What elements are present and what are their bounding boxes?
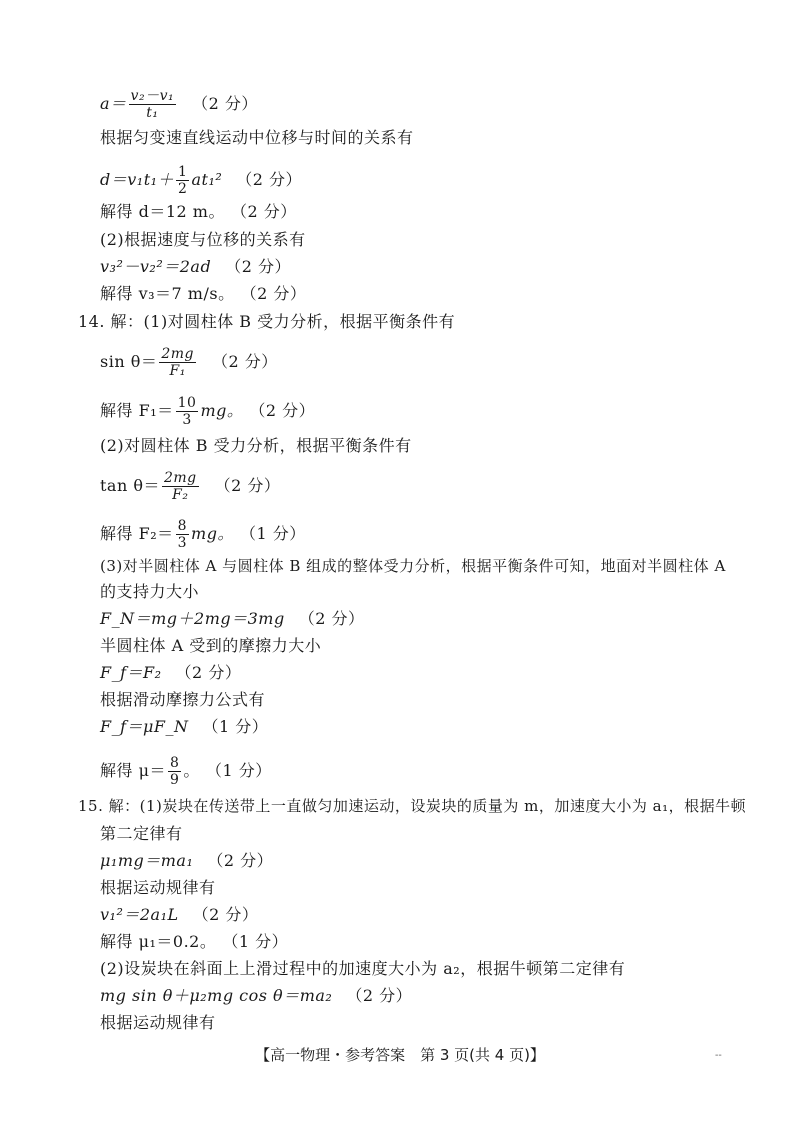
fraction-numerator: 8 [177, 518, 188, 534]
fraction-denominator: t₁ [146, 105, 159, 121]
question-15-heading: 15. 解：(1)炭块在传送带上一直做匀加速运动，设炭块的质量为 m，加速度大小为 a₁，根据牛顿 [78, 797, 747, 815]
fraction [168, 755, 181, 788]
fraction-numerator: 2mg [161, 346, 195, 362]
formula-line [100, 717, 268, 737]
formula-text: 解得 μ＝ [100, 761, 166, 780]
fraction-denominator: 3 [177, 535, 188, 551]
formula-line [100, 257, 291, 277]
fraction [159, 346, 196, 379]
score-mark: （2 分） [298, 609, 365, 628]
formula-text: sin θ＝ [100, 352, 158, 371]
formula-text: tan θ＝ [100, 476, 160, 495]
fraction [162, 470, 199, 503]
text-line: 第二定律有 [100, 824, 183, 843]
fraction [176, 164, 189, 197]
score-mark: （1 分） [202, 717, 269, 736]
score-mark: （1 分） [247, 524, 306, 543]
page-footer: 【高一物理・参考答案 第 3 页(共 4 页)】 [255, 1046, 545, 1064]
text-line: 根据匀变速直线运动中位移与时间的关系有 [100, 128, 414, 147]
fraction-numerator: 8 [170, 755, 180, 771]
text-line: (2)根据速度与位移的关系有 [100, 230, 306, 249]
text-line: (2)对圆柱体 B 受力分析，根据平衡条件有 [100, 436, 412, 455]
formula-text: mg。 [191, 524, 234, 543]
formula-text: μ₁mg＝ma₁ [100, 851, 194, 870]
fraction [129, 88, 177, 121]
score-mark: （2 分） [175, 663, 242, 682]
formula-tan [100, 470, 280, 503]
text-line: (3)对半圆柱体 A 与圆柱体 B 组成的整体受力分析，根据平衡条件可知，地面对半圆柱体 A [100, 557, 726, 575]
score-mark: （1 分） [213, 761, 272, 780]
score-mark: （2 分） [236, 170, 303, 189]
result-f1 [100, 395, 315, 428]
text-line: 半圆柱体 A 受到的摩擦力大小 [100, 636, 322, 655]
formula-line [100, 609, 365, 629]
result-line [100, 284, 306, 304]
formula-line [100, 905, 258, 925]
formula-line [100, 986, 412, 1006]
formula-text: d＝v₁t₁＋ [100, 170, 175, 189]
score-mark: （1 分） [230, 932, 289, 951]
result-text: 解得 v₃＝7 m/s。 [100, 284, 235, 303]
formula-text: F_f＝μF_N [100, 717, 189, 736]
result-text: 解得 μ₁＝0.2。 [100, 932, 217, 951]
formula-acceleration [100, 88, 258, 121]
formula-text: at₁² [191, 170, 223, 189]
formula-line [100, 851, 273, 871]
text-line: 根据滑动摩擦力公式有 [100, 690, 266, 709]
fraction-denominator: 9 [170, 772, 180, 788]
score-mark: （2 分） [225, 257, 291, 276]
fraction-numerator: 10 [177, 395, 197, 411]
formula-text: v₃²－v₂²＝2ad [100, 257, 212, 276]
formula-text: mg。 [200, 401, 244, 420]
formula-text: a＝ [100, 94, 127, 113]
formula-text: F_f＝F₂ [100, 663, 162, 682]
text-line: 根据运动规律有 [100, 878, 216, 897]
fraction-denominator: F₁ [169, 363, 186, 379]
formula-text: F_N＝mg＋2mg＝3mg [100, 609, 285, 628]
formula-line [100, 663, 241, 683]
footer-mark: -- [715, 1050, 722, 1061]
score-mark: （2 分） [248, 284, 307, 303]
score-mark: （2 分） [238, 202, 297, 221]
score-mark: （2 分） [192, 905, 259, 924]
result-text: 解得 d＝12 m。 [100, 202, 225, 221]
result-f2 [100, 518, 306, 551]
result-mu [100, 755, 272, 788]
result-line [100, 932, 288, 952]
score-mark: （2 分） [192, 94, 258, 113]
fraction-denominator: 3 [182, 412, 192, 428]
fraction-numerator: 1 [178, 164, 188, 180]
score-mark: （2 分） [212, 352, 278, 371]
text-line: (2)设炭块在斜面上上滑过程中的加速度大小为 a₂，根据牛顿第二定律有 [100, 959, 626, 978]
score-mark: （2 分） [214, 476, 281, 495]
fraction-numerator: 2mg [164, 470, 197, 486]
score-mark: （2 分） [257, 401, 316, 420]
fraction-numerator: v₂－v₁ [130, 88, 175, 104]
result-line [100, 202, 297, 222]
text-line: 的支持力大小 [100, 582, 200, 601]
formula-text: mg sin θ＋μ₂mg cos θ＝ma₂ [100, 986, 333, 1005]
fraction-denominator: 2 [178, 181, 188, 197]
question-14-heading: 14. 解：(1)对圆柱体 B 受力分析，根据平衡条件有 [78, 312, 456, 331]
fraction [176, 395, 199, 428]
score-mark: （2 分） [207, 851, 274, 870]
formula-displacement [100, 164, 302, 197]
fraction [176, 518, 189, 551]
formula-text: 解得 F₂＝ [100, 524, 174, 543]
formula-text: v₁²＝2a₁L [100, 905, 179, 924]
formula-text: 。 [183, 761, 200, 780]
formula-text: 解得 F₁＝ [100, 401, 174, 420]
score-mark: （2 分） [346, 986, 413, 1005]
formula-sin [100, 346, 278, 379]
fraction-denominator: F₂ [172, 487, 189, 503]
text-line: 根据运动规律有 [100, 1013, 216, 1032]
